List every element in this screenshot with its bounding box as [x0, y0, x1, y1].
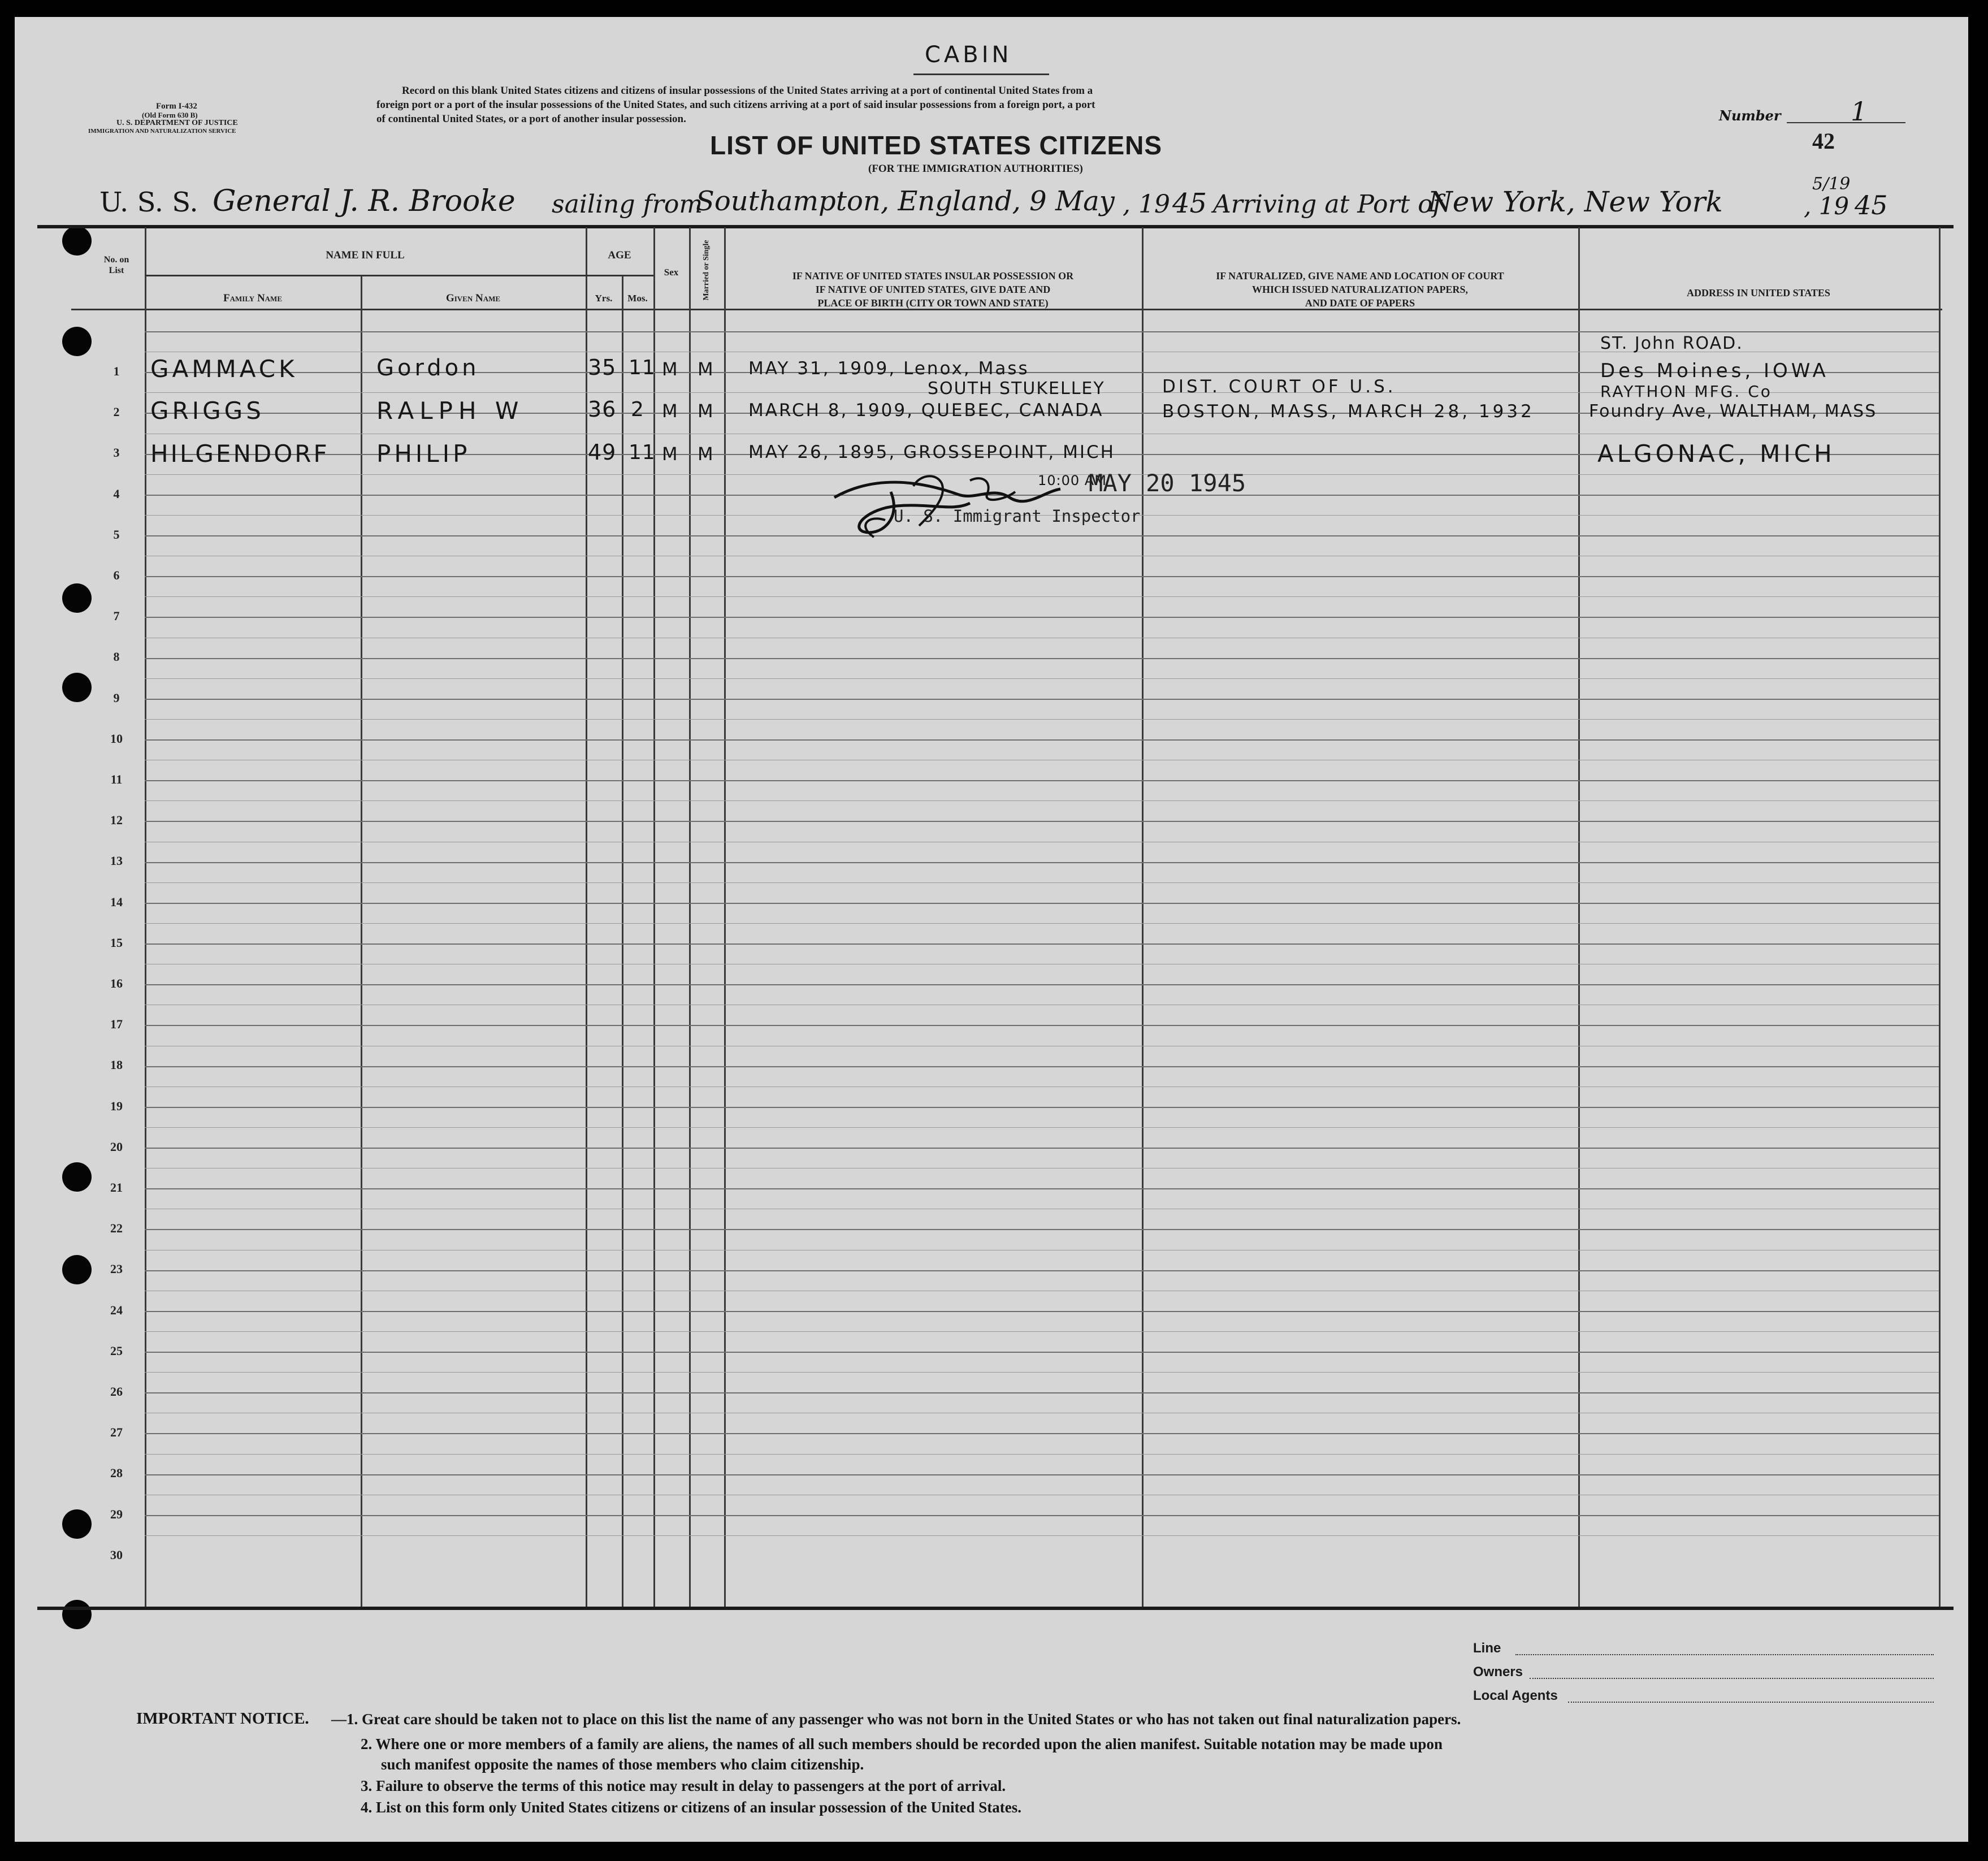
row-number: 13 — [110, 854, 123, 868]
row-number: 7 — [113, 609, 120, 623]
passenger-naturalized-place: BOSTON, MASS, MARCH 28, 1932 — [1162, 401, 1535, 422]
notice-item: such manifest opposite the names of those members who claim citizenship. — [381, 1756, 864, 1773]
header-name-in-full: NAME IN FULL — [326, 249, 405, 261]
ruled-line — [145, 331, 1939, 332]
passenger-mos: 2 — [631, 398, 647, 421]
passenger-address-line: ST. John ROAD. — [1600, 334, 1743, 353]
service: IMMIGRATION AND NATURALIZATION SERVICE — [88, 128, 236, 135]
number-underline — [1787, 122, 1905, 123]
arrival-date-fraction: 5/19 — [1812, 174, 1851, 194]
number-value: 1 — [1851, 96, 1868, 127]
age-header-rule — [586, 275, 653, 276]
department: U. S. DEPARTMENT OF JUSTICE — [116, 119, 238, 127]
header-sex: Sex — [664, 267, 679, 278]
page-subtitle: (FOR THE IMMIGRATION AUTHORITIES) — [868, 163, 1083, 175]
line-label: Line — [1473, 1641, 1501, 1656]
row-number: 15 — [110, 936, 123, 950]
ship-prefix: U. S. S. — [99, 187, 198, 218]
row-number: 24 — [110, 1303, 123, 1317]
ruled-line — [145, 678, 1939, 679]
notice-item: 4. List on this form only United States citizens or citizens of an insular possession of the United States. — [361, 1799, 1022, 1816]
col-divider — [622, 276, 623, 1607]
ruled-line — [145, 821, 1939, 822]
binder-hole — [62, 583, 92, 613]
ruled-line — [145, 1454, 1939, 1455]
row-number: 21 — [110, 1180, 123, 1194]
old-form-id: (Old Form 630 B) — [142, 111, 198, 119]
header-mos: Mos. — [627, 293, 648, 304]
passenger-birth-township: SOUTH STUKELLEY — [928, 379, 1105, 399]
binder-hole — [62, 1600, 92, 1629]
header-family-name: Family Name — [223, 292, 282, 304]
passenger-given-name: PHILIP — [376, 440, 471, 468]
header-given-name: Given Name — [445, 292, 501, 304]
passenger-family-name: GAMMACK — [150, 355, 298, 383]
stamp-inspector-label: U. S. Immigrant Inspector — [894, 507, 1141, 526]
passenger-mos: 11 — [629, 441, 656, 464]
passenger-married: M — [698, 400, 717, 422]
page-number: 42 — [1812, 128, 1835, 154]
owners-label: Owners — [1473, 1664, 1523, 1680]
col-divider — [724, 227, 726, 1607]
local-agents-rule — [1568, 1702, 1934, 1703]
passenger-address-line: Des Moines, IOWA — [1600, 360, 1829, 382]
ruled-line — [145, 1352, 1939, 1353]
row-number: 10 — [110, 732, 123, 746]
row-number: 30 — [110, 1548, 123, 1562]
ruled-line — [145, 923, 1939, 924]
ruled-line — [145, 882, 1939, 883]
ruled-line — [145, 1474, 1939, 1475]
row-number: 1 — [113, 364, 120, 378]
passenger-address-line: Foundry Ave, WALTHAM, MASS — [1589, 401, 1877, 421]
binder-hole — [62, 1509, 92, 1539]
ruled-line — [145, 1331, 1939, 1332]
passenger-yrs: 36 — [588, 397, 617, 422]
row-number: 23 — [110, 1262, 123, 1276]
passenger-given-name: RALPH W — [376, 397, 525, 425]
row-number: 12 — [110, 813, 123, 827]
ruled-line — [145, 862, 1939, 863]
ruled-line — [145, 617, 1939, 618]
header-address: ADDRESS IN UNITED STATES — [1687, 287, 1830, 298]
ruled-line — [145, 719, 1939, 720]
row-number: 29 — [110, 1507, 123, 1521]
stamp-date: MAY 20 1945 — [1089, 469, 1246, 497]
col-divider — [689, 227, 691, 1607]
header-birth-line: IF NATIVE OF UNITED STATES INSULAR POSSESSION OR — [792, 270, 1074, 282]
notice-item: 3. Failure to observe the terms of this notice may result in delay to passengers at the port of arrival. — [361, 1777, 1006, 1794]
row-number: 20 — [110, 1140, 123, 1154]
arriving-port: New York, New York — [1428, 185, 1723, 218]
header-no-on-list: No. on List — [103, 255, 129, 275]
passenger-given-name: Gordon — [376, 355, 480, 381]
row-number: 9 — [113, 691, 120, 705]
passenger-mos: 11 — [629, 356, 656, 379]
row-number: 28 — [110, 1466, 123, 1480]
binder-hole — [62, 1162, 92, 1192]
row-number: 18 — [110, 1058, 123, 1072]
ruled-line — [145, 903, 1939, 904]
ruled-line — [145, 576, 1939, 577]
row-number: 3 — [113, 445, 120, 460]
col-divider — [1578, 227, 1580, 1607]
ruled-line — [145, 1392, 1939, 1393]
ruled-line — [145, 984, 1939, 985]
ruled-line — [145, 1229, 1939, 1230]
page-title: LIST OF UNITED STATES CITIZENS — [710, 131, 1163, 160]
passenger-married: M — [698, 358, 717, 380]
row-number: 6 — [113, 568, 120, 582]
ruled-line — [145, 1025, 1939, 1026]
col-divider — [361, 276, 362, 1607]
arrival-year-prefix: , 19 — [1804, 192, 1850, 220]
ruled-line — [145, 699, 1939, 700]
ruled-line — [145, 1311, 1939, 1312]
notice-item: 2. Where one or more members of a family are aliens, the names of all such members should be recorded upon the alien manifest. Suitable notation may be made upon — [361, 1736, 1443, 1752]
binder-hole — [62, 1255, 92, 1284]
ruled-line — [145, 1515, 1939, 1516]
row-number: 25 — [110, 1344, 123, 1358]
passenger-yrs: 49 — [588, 440, 617, 465]
passenger-birth: MAY 31, 1909, Lenox, Mass — [748, 358, 1029, 379]
table-bottom-rule — [37, 1607, 1954, 1610]
passenger-family-name: HILGENDORF — [150, 440, 330, 468]
row-number: 5 — [113, 527, 120, 542]
col-divider — [1142, 227, 1144, 1607]
ruled-line — [145, 944, 1939, 945]
header-birth — [724, 269, 1142, 310]
instruction-line: Record on this blank United States citizens and citizens of insular possessions of the United States arriving at a port of continental United States from a — [402, 85, 1093, 97]
col-divider — [1939, 227, 1941, 1607]
instruction-line: foreign port or a port of the insular possessions of the United States, and such citizens arriving at a port of said insular possessions from a foreign port, a port — [376, 99, 1095, 111]
ruled-line — [145, 1107, 1939, 1108]
stamp-time: 10:00 AM — [1038, 473, 1107, 488]
notice-heading: IMPORTANT NOTICE. — [136, 1709, 309, 1728]
passenger-birth: MARCH 8, 1909, QUEBEC, CANADA — [748, 400, 1104, 421]
passenger-birth: MAY 26, 1895, GROSSEPOINT, MICH — [748, 442, 1115, 462]
row-number: 27 — [110, 1425, 123, 1439]
row-number: 11 — [110, 772, 123, 786]
row-number: 8 — [113, 650, 120, 664]
ruled-line — [145, 1535, 1939, 1536]
owners-rule — [1530, 1678, 1934, 1679]
number-label: Number — [1719, 107, 1781, 124]
col-divider — [586, 227, 587, 1607]
form-id: Form I-432 — [156, 102, 197, 111]
row-number: 17 — [110, 1017, 123, 1031]
arrival-year: 45 — [1855, 190, 1888, 220]
manifest-page — [15, 17, 1968, 1842]
header-married: Married or Single — [702, 240, 711, 301]
header-naturalized-line: AND DATE OF PAPERS — [1305, 297, 1415, 309]
header-age: AGE — [608, 249, 631, 261]
sailing-from: Southampton, England, 9 May — [696, 185, 1115, 217]
passenger-family-name: GRIGGS — [150, 397, 265, 425]
notice-item: —1. Great care should be taken not to place on this list the name of any passenger who was not born in the United States or who has not taken out final naturalization papers. — [331, 1711, 1461, 1728]
header-birth-line: PLACE OF BIRTH (CITY OR TOWN AND STATE) — [817, 297, 1049, 309]
passenger-yrs: 35 — [588, 355, 617, 380]
ruled-line — [145, 780, 1939, 781]
ruled-line — [145, 800, 1939, 801]
header-birth-line: IF NATIVE OF UNITED STATES, GIVE DATE AND — [815, 284, 1051, 295]
ruled-line — [145, 739, 1939, 741]
sailing-year-prefix: , 19 — [1123, 190, 1170, 219]
row-number: 22 — [110, 1221, 123, 1235]
passenger-address-line: ALGONAC, MICH — [1597, 440, 1835, 468]
ruled-line — [145, 1188, 1939, 1189]
binder-hole — [62, 226, 92, 256]
row-number: 14 — [110, 895, 123, 909]
sailing-year: 45 — [1172, 188, 1207, 219]
ruled-line — [145, 1127, 1939, 1128]
ruled-line — [145, 658, 1939, 659]
cabin-label: CABIN — [925, 42, 1012, 68]
header-naturalized — [1142, 269, 1578, 310]
cabin-underline — [913, 73, 1049, 75]
ruled-line — [145, 1066, 1939, 1067]
header-yrs: Yrs. — [595, 293, 613, 304]
passenger-sex: M — [662, 358, 681, 380]
arriving-label: Arriving at Port of — [1213, 190, 1443, 219]
passenger-married: M — [698, 443, 717, 465]
ruled-line — [145, 1270, 1939, 1271]
header-naturalized-line: WHICH ISSUED NATURALIZATION PAPERS, — [1251, 284, 1469, 295]
binder-hole — [62, 327, 92, 356]
instruction-line: of continental United States, or a port of another insular possession. — [376, 113, 686, 125]
col-divider — [145, 227, 146, 1607]
ship-name: General J. R. Brooke — [213, 184, 516, 218]
name-header-rule — [145, 275, 586, 276]
sailing-from-label: sailing from — [552, 190, 703, 219]
passenger-address-line: RAYTHON MFG. Co — [1600, 382, 1772, 401]
ruled-line — [145, 1148, 1939, 1149]
row-number: 16 — [110, 976, 123, 990]
passenger-sex: M — [662, 443, 681, 465]
table-top-rule — [37, 225, 1954, 228]
passenger-sex: M — [662, 400, 681, 422]
binder-hole — [62, 673, 92, 702]
row-number: 4 — [113, 487, 120, 501]
ruled-line — [145, 1372, 1939, 1373]
col-divider — [653, 227, 655, 1607]
line-rule — [1515, 1654, 1934, 1655]
row-number: 2 — [113, 405, 120, 419]
ruled-line — [145, 596, 1939, 597]
row-number: 26 — [110, 1384, 123, 1399]
passenger-naturalized-court: DIST. COURT OF U.S. — [1162, 376, 1396, 397]
row-number: 19 — [110, 1099, 123, 1113]
local-agents-label: Local Agents — [1473, 1688, 1558, 1703]
ruled-line — [145, 1433, 1939, 1434]
header-naturalized-line: IF NATURALIZED, GIVE NAME AND LOCATION OF COURT — [1216, 270, 1504, 282]
